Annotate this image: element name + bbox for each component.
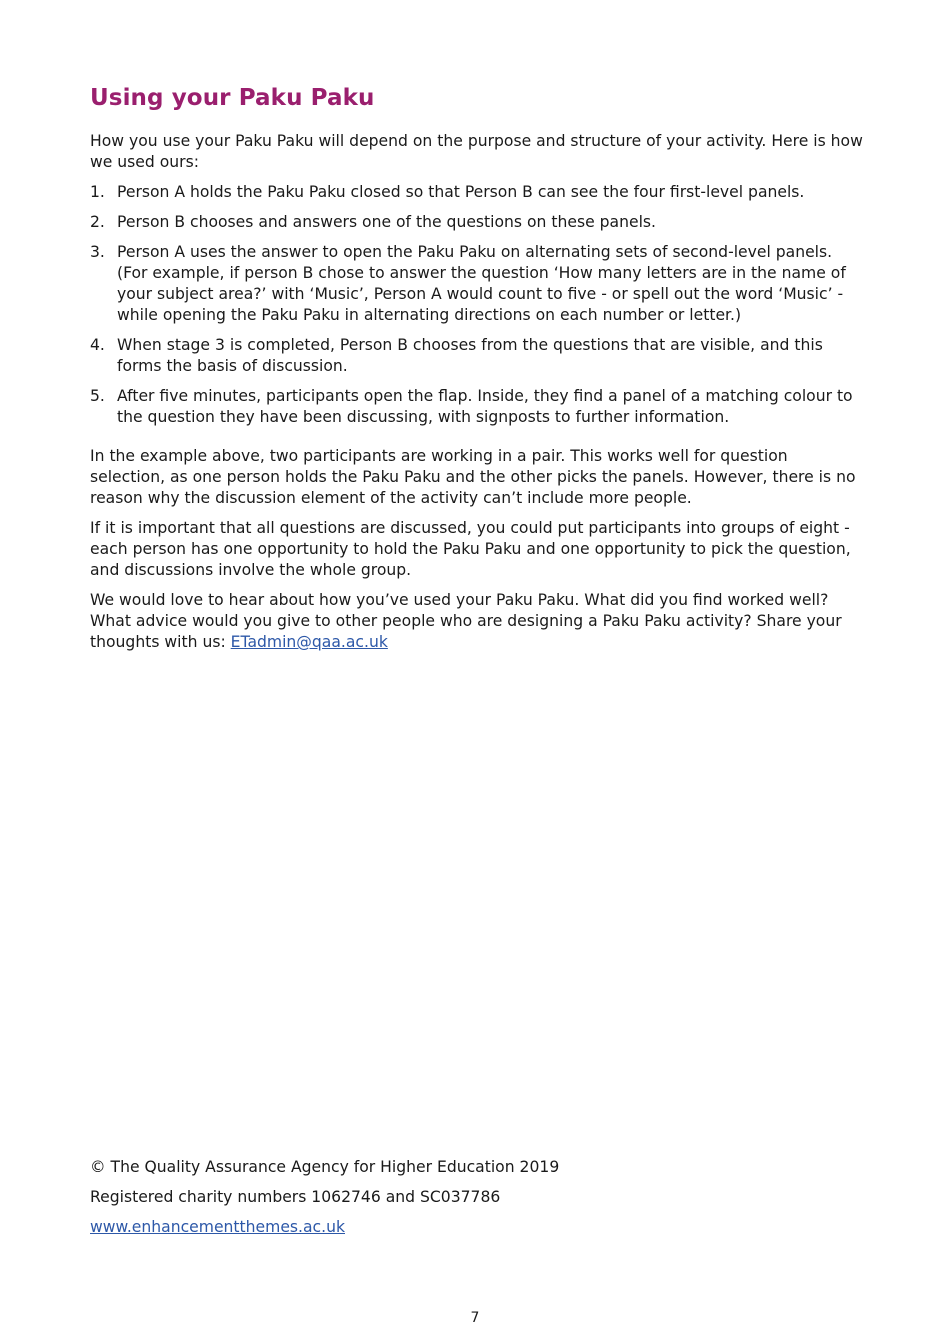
list-item-number: 5. (90, 387, 105, 405)
section-body (90, 131, 865, 662)
list-item (90, 335, 865, 377)
page-footer (90, 1157, 559, 1247)
section-title: Using your Paku Paku (90, 85, 375, 111)
list-item-text: Person A uses the answer to open the Paku Paku on alternating sets of second-level panels. (For example, if person B chose to answer the question ‘How many letters are in the name of your subject area?’ with ‘Music’, Person A would count to five - or spell out the word ‘Music’ - while opening the Paku Paku in alternating directions on each number or letter.) (117, 243, 846, 324)
list-item-number: 1. (90, 183, 105, 201)
feedback-paragraph (90, 590, 865, 653)
charity-numbers-text: Registered charity numbers 1062746 and SC037786 (90, 1188, 501, 1206)
list-item-number: 2. (90, 213, 105, 231)
list-item (90, 182, 865, 203)
list-item-text: Person A holds the Paku Paku closed so that Person B can see the four first-level panels. (117, 183, 805, 201)
feedback-text: We would love to hear about how you’ve used your Paku Paku. What did you find worked well? What advice would you give to other people who are designing a Paku Paku activity? Share your thoughts with us: (90, 591, 842, 651)
list-item (90, 386, 865, 428)
list-item-text: Person B chooses and answers one of the questions on these panels. (117, 213, 656, 231)
document-page (90, 0, 865, 1344)
list-item-text: When stage 3 is completed, Person B chooses from the questions that are visible, and this forms the basis of discussion. (117, 336, 823, 375)
list-item (90, 242, 865, 326)
page-number: 7 (470, 1310, 480, 1326)
steps-list (90, 182, 865, 428)
email-link[interactable]: ETadmin@qaa.ac.uk (230, 633, 388, 651)
list-item-number: 3. (90, 243, 105, 261)
list-item-number: 4. (90, 336, 105, 354)
groups-paragraph: If it is important that all questions are discussed, you could put participants into groups of eight - each person has one opportunity to hold the Paku Paku and one opportunity to pick the question, and discussions involve the whole group. (90, 519, 851, 579)
list-item-text: After five minutes, participants open the flap. Inside, they find a panel of a matching colour to the question they have been discussing, with signposts to further information. (117, 387, 853, 426)
pair-example-paragraph: In the example above, two participants are working in a pair. This works well for question selection, as one person holds the Paku Paku and the other picks the panels. However, there is no reason why the discussion element of the activity can’t include more people. (90, 447, 856, 507)
website-link[interactable]: www.enhancementthemes.ac.uk (90, 1218, 345, 1236)
copyright-text: © The Quality Assurance Agency for Higher Education 2019 (90, 1158, 560, 1176)
intro-paragraph: How you use your Paku Paku will depend on the purpose and structure of your activity. Here is how we used ours: (90, 132, 863, 171)
list-item (90, 212, 865, 233)
